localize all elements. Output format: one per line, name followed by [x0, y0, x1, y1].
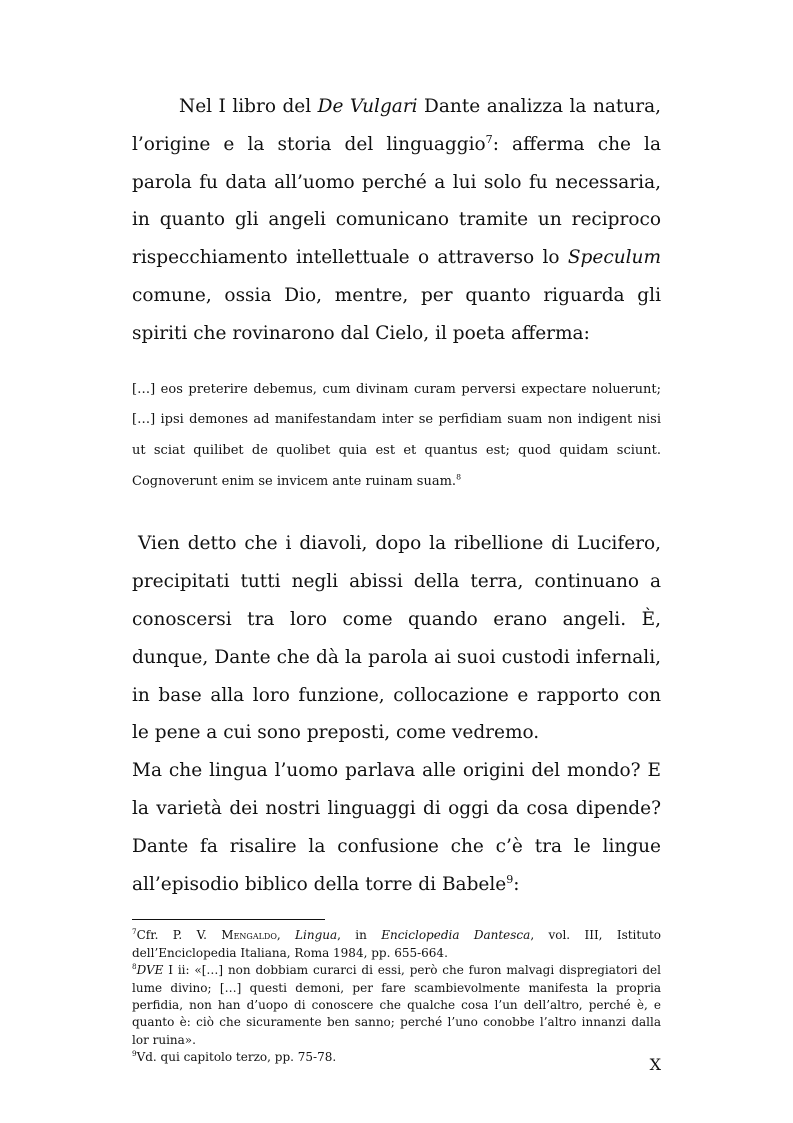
footnote-9-number: 9 [132, 1049, 137, 1059]
footnote-7-author-smallcaps: engaldo [233, 928, 277, 943]
p3-text: Ma che lingua l’uomo parlava alle origini del mondo? E la varietà dei nostri linguaggi di oggi da cosa dipende? Dante fa risalire la confusione che c’è tra le lingue all’episodio biblico della torre di Babele [132, 760, 661, 895]
p1-text-3: : afferma che la parola fu data all’uomo perché a lui solo fu necessaria, in quanto gli angeli comunicano tramite un reciproco rispecchiamento intellettuale o attraverso lo [132, 133, 661, 269]
p3-end: : [513, 873, 520, 895]
footnote-7-text-a: Cfr. P. V. M [136, 928, 234, 943]
paragraph-2: Vien detto che i diavoli, dopo la ribellione di Lucifero, precipitati tutti negli abissi della terra, continuano a conoscersi tra loro come quando erano angeli. È, dunque, Dante che dà la parola ai suoi custodi infernali, in base alla loro funzione, collocazione e rapporto con le pene a cui sono preposti, come vedremo. [132, 533, 661, 744]
footnote-7-title-enciclopedia: Enciclopedia Dantesca [381, 928, 531, 943]
footnote-8-dve: DVE [136, 963, 164, 978]
footnote-9 [132, 1049, 661, 1066]
p1-text-1: Nel I libro del [179, 96, 318, 117]
p1-text-4: comune, ossia Dio, mentre, per quanto riguarda gli spiriti che rovinarono dal Cielo, il poeta afferma: [132, 284, 661, 344]
footnote-ref-7[interactable]: 7 [485, 132, 493, 146]
footnote-8 [132, 962, 661, 1049]
page-body [132, 88, 661, 1067]
footnote-ref-9[interactable]: 9 [506, 872, 514, 886]
p1-speculum: Speculum [567, 247, 661, 269]
p1-text-2: Dante analizza la natura, l’origine e la storia del linguaggio [132, 96, 661, 155]
paragraph-1 [132, 88, 661, 353]
footnote-7-title-lingua: Lingua [295, 928, 338, 943]
footnote-ref-8[interactable]: 8 [456, 472, 462, 482]
footnote-7 [132, 927, 661, 962]
footnote-7-text-d: , vol. III, Istituto dell’Enciclopedia Italiana, Roma 1984, pp. 655-664. [132, 928, 661, 960]
footnote-7-text-b: , [276, 928, 296, 943]
p1-title-de-vulgari: De Vulgari [317, 96, 418, 117]
footnote-separator [132, 919, 325, 920]
footnote-9-text: Vd. qui capitolo terzo, pp. 75-78. [136, 1050, 337, 1065]
latin-quotation [132, 375, 661, 498]
footnote-7-text-c: , in [337, 928, 382, 943]
footnote-8-text: I ii: «[…] non dobbiam curarci di essi, però che furon malvagi dispregiatori del lume divino; […] questi demoni, per fare scambievolmente manifesta la propria perfidia, non han d’uopo di conoscere che qualche cosa l’un dell’altro, perché è, e quanto è: ciò che sicuramente ben sanno; perché l’uno conobbe l’altro innanzi dalla lor ruina». [132, 963, 661, 1047]
quote-text: […] eos preterire debemus, cum divinam curam perversi expectare noluerunt; […] ipsi demones ad manifestandam inter se perfidiam suam non indigent nisi ut sciat quilibet de quolibet quia est et quantus est; quod quidam sciunt. Cognoverunt enim se invicem ante ruinam suam. [132, 381, 661, 489]
page-number: X [649, 1055, 661, 1074]
footnote-8-number: 8 [132, 962, 137, 972]
footnote-7-number: 7 [132, 927, 137, 937]
paragraph-3 [132, 752, 661, 903]
